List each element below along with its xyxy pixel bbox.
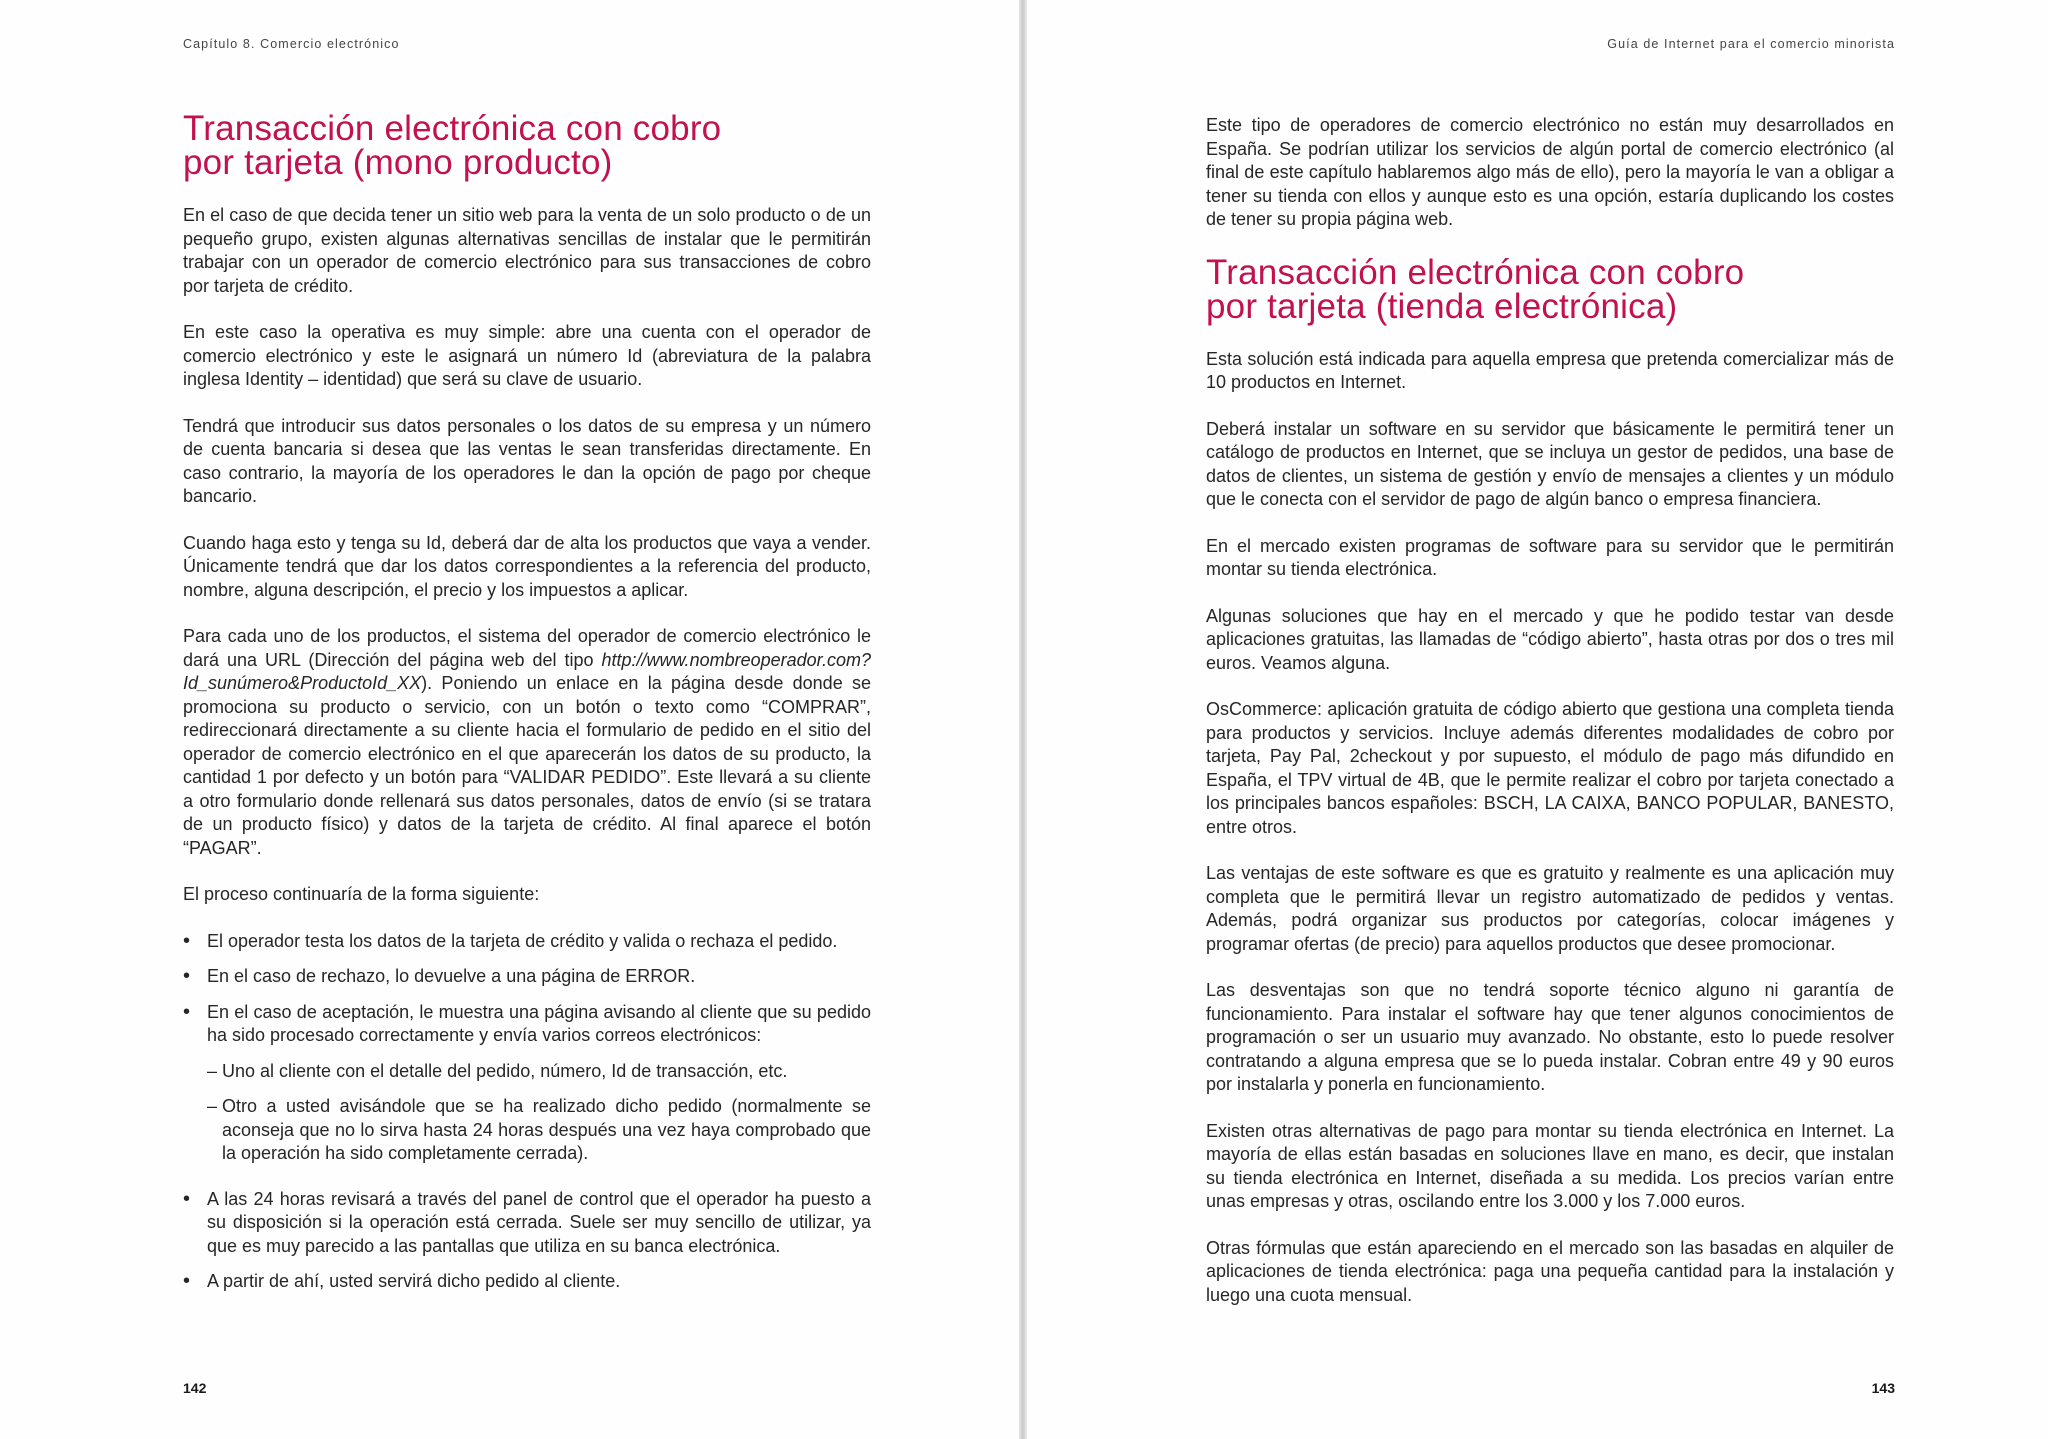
running-head-right: Guía de Internet para el comercio minorista	[1607, 37, 1895, 51]
right-paragraph: Algunas soluciones que hay en el mercado y que he podido testar van desde aplicaciones gratuitas, las llamadas de “código abierto”, hasta otras por dos o tres mil euros. Veamos alguna.	[1206, 605, 1894, 673]
running-head-left: Capítulo 8. Comercio electrónico	[183, 37, 400, 51]
url-paragraph-before: Para cada uno de los productos, el sistema del operador de comercio electrónico le dará una URL (Dirección del página web del tipo	[183, 626, 871, 670]
dash-marker: –	[207, 1096, 218, 1116]
left-column	[183, 109, 871, 1306]
left-paragraph: Cuando haga esto y tenga su Id, deberá dar de alta los productos que vaya a vender. Únicamente tendrá que dar los datos correspondientes a la referencia del producto, nombre, alguna descripción, el precio y los impuestos a aplicar.	[183, 532, 871, 600]
right-paragraph: En el mercado existen programas de software para su servidor que le permitirán montar su tienda electrónica.	[1206, 535, 1894, 579]
sub-item-text: Uno al cliente con el detalle del pedido, número, Id de transacción, etc.	[222, 1060, 788, 1081]
bullet-text: El operador testa los datos de la tarjeta de crédito y valida o rechaza el pedido.	[207, 930, 838, 951]
list-item	[183, 965, 871, 989]
sub-item-text: Otro a usted avisándole que se ha realizado dicho pedido (normalmente se aconseja que no lo sirva hasta 24 horas después una vez haya comprobado que la operación ha sido completamente cerrada).	[222, 1096, 871, 1163]
email-sublist	[207, 1060, 871, 1166]
right-intro-paragraph: Este tipo de operadores de comercio electrónico no están muy desarrollados en España. Se podrían utilizar los servicios de algún portal de comercio electrónico (al final de este capítulo hablaremos algo más de ello), pero la mayoría le van a obligar a tener su tienda con ellos y aunque esto es una opción, estaría duplicando los costes de tener su propia página web.	[1206, 115, 1894, 229]
right-paragraph: Deberá instalar un software en su servidor que básicamente le permitirá tener un catálogo de productos en Internet, que se incluya un gestor de pedidos, una base de datos de clientes, un sistema de gestión y envío de mensajes a clientes y un módulo que le conecta con el servidor de pago de algún banco o empresa financiera.	[1206, 418, 1894, 509]
process-list	[183, 930, 871, 1294]
page-number-left: 142	[183, 1380, 207, 1396]
list-item	[183, 1188, 871, 1259]
left-paragraph: En el caso de que decida tener un sitio web para la venta de un solo producto o de un pequeño grupo, existen algunas alternativas sencillas de instalar que le permitirán trabajar con un operador de comercio electrónico para sus transacciones de cobro por tarjeta de crédito.	[183, 205, 871, 296]
left-paragraph: En este caso la operativa es muy simple: abre una cuenta con el operador de comercio electrónico y este le asignará un número Id (abreviatura de la palabra inglesa Identity – identidad) que será su clave de usuario.	[183, 322, 871, 389]
right-paragraph: Otras fórmulas que están apareciendo en el mercado son las basadas en alquiler de aplicaciones de tienda electrónica: paga una pequeña cantidad para la instalación y luego una cuota mensual.	[1206, 1237, 1894, 1305]
bullet-text: A partir de ahí, usted servirá dicho pedido al cliente.	[207, 1271, 621, 1291]
right-paragraph: Esta solución está indicada para aquella empresa que pretenda comercializar más de 10 productos en Internet.	[1206, 348, 1894, 392]
page-number-right: 143	[1871, 1380, 1895, 1396]
right-paragraph: OsCommerce: aplicación gratuita de código abierto que gestiona una completa tienda para productos y servicios. Incluye además diferentes modalidades de cobro por tarjeta, Pay Pal, 2checkout y por supuesto, el módulo de pago más difundido en España, el TPV virtual de 4B, que le permite realizar el cobro por tarjeta conectado a los principales bancos españoles: BSCH, LA CAIXA, BANCO POPULAR, BANESTO, entre otros.	[1206, 699, 1894, 837]
left-heading-line-2: por tarjeta (mono producto)	[183, 143, 613, 182]
right-column	[1206, 114, 1894, 1330]
right-paragraph: Las desventajas son que no tendrá soporte técnico alguno ni garantía de funcionamiento. Para instalar el software hay que tener algunos conocimientos de programación o ser un usuario muy avanzado. No obstante, esto lo puede resolver contratando a alguna empresa que se lo pueda instalar. Cobran entre 49 y 90 euros por instalarla y ponerla en funcionamiento.	[1206, 980, 1894, 1094]
list-item	[183, 1270, 871, 1294]
left-page	[0, 0, 1022, 1439]
bullet-text: En el caso de aceptación, le muestra una página avisando al cliente que su pedido ha sido procesado correctamente y envía varios correos electrónicos:	[207, 1001, 871, 1045]
left-section-heading	[183, 109, 871, 182]
url-paragraph	[183, 625, 871, 860]
right-paragraph: Existen otras alternativas de pago para montar su tienda electrónica en Internet. La mayoría de ellas están basadas en soluciones llave en mano, es decir, que instalan su tienda electrónica en Internet, diseñada a su medida. Los precios varían entre unas empresas y otras, oscilando entre los 3.000 y los 7.000 euros.	[1206, 1120, 1894, 1211]
sub-list-item	[207, 1060, 871, 1084]
right-section-heading	[1206, 252, 1894, 326]
right-heading-line-2: por tarjeta (tienda electrónica)	[1206, 286, 1678, 326]
list-item	[183, 930, 871, 954]
process-intro: El proceso continuaría de la forma siguiente:	[183, 884, 540, 904]
bullet-text: En el caso de rechazo, lo devuelve a una página de ERROR.	[207, 966, 696, 986]
right-heading-line-1: Transacción electrónica con cobro	[1206, 252, 1745, 292]
list-item	[183, 1001, 871, 1166]
bullet-text: A las 24 horas revisará a través del panel de control que el operador ha puesto a su disposición si la operación está cerrada. Suele ser muy sencillo de utilizar, ya que es muy parecido a las pantallas que utiliza en su banca electrónica.	[207, 1188, 871, 1256]
operator-url: http://www.nombreoperador.com?Id_sunúmero&ProductoId_XX	[183, 649, 871, 693]
right-paragraph: Las ventajas de este software es que es gratuito y realmente es una aplicación muy completa que le permitirá llevar un registro automatizado de pedidos y ventas. Además, podrá organizar sus productos por categorías, colocar imágenes y programar ofertas (de precio) para aquellos productos que desee promocionar.	[1206, 863, 1894, 954]
left-heading-line-1: Transacción electrónica con cobro	[183, 109, 722, 148]
url-paragraph-after: ). Poniendo un enlace en la página desde donde se promociona su producto o servicio, con un botón o texto como “COMPRAR”, redireccionará directamente a su cliente hacia el formulario de pedido en el sitio del operador de comercio electrónico en el que aparecerán los datos de su producto, la cantidad 1 por defecto y un botón para “VALIDAR PEDIDO”. Este llevará a su cliente a otro formulario donde rellenará sus datos personales, datos de envío (si se tratara de un producto físico) y datos de la tarjeta de crédito. Al final aparece el botón “PAGAR”.	[183, 673, 871, 858]
dash-marker: –	[207, 1060, 218, 1081]
sub-list-item	[207, 1095, 871, 1166]
left-paragraph: Tendrá que introducir sus datos personales o los datos de su empresa y un número de cuenta bancaria si desea que las ventas le sean transferidas directamente. En caso contrario, la mayoría de los operadores le dan la opción de pago por cheque bancario.	[183, 415, 871, 506]
